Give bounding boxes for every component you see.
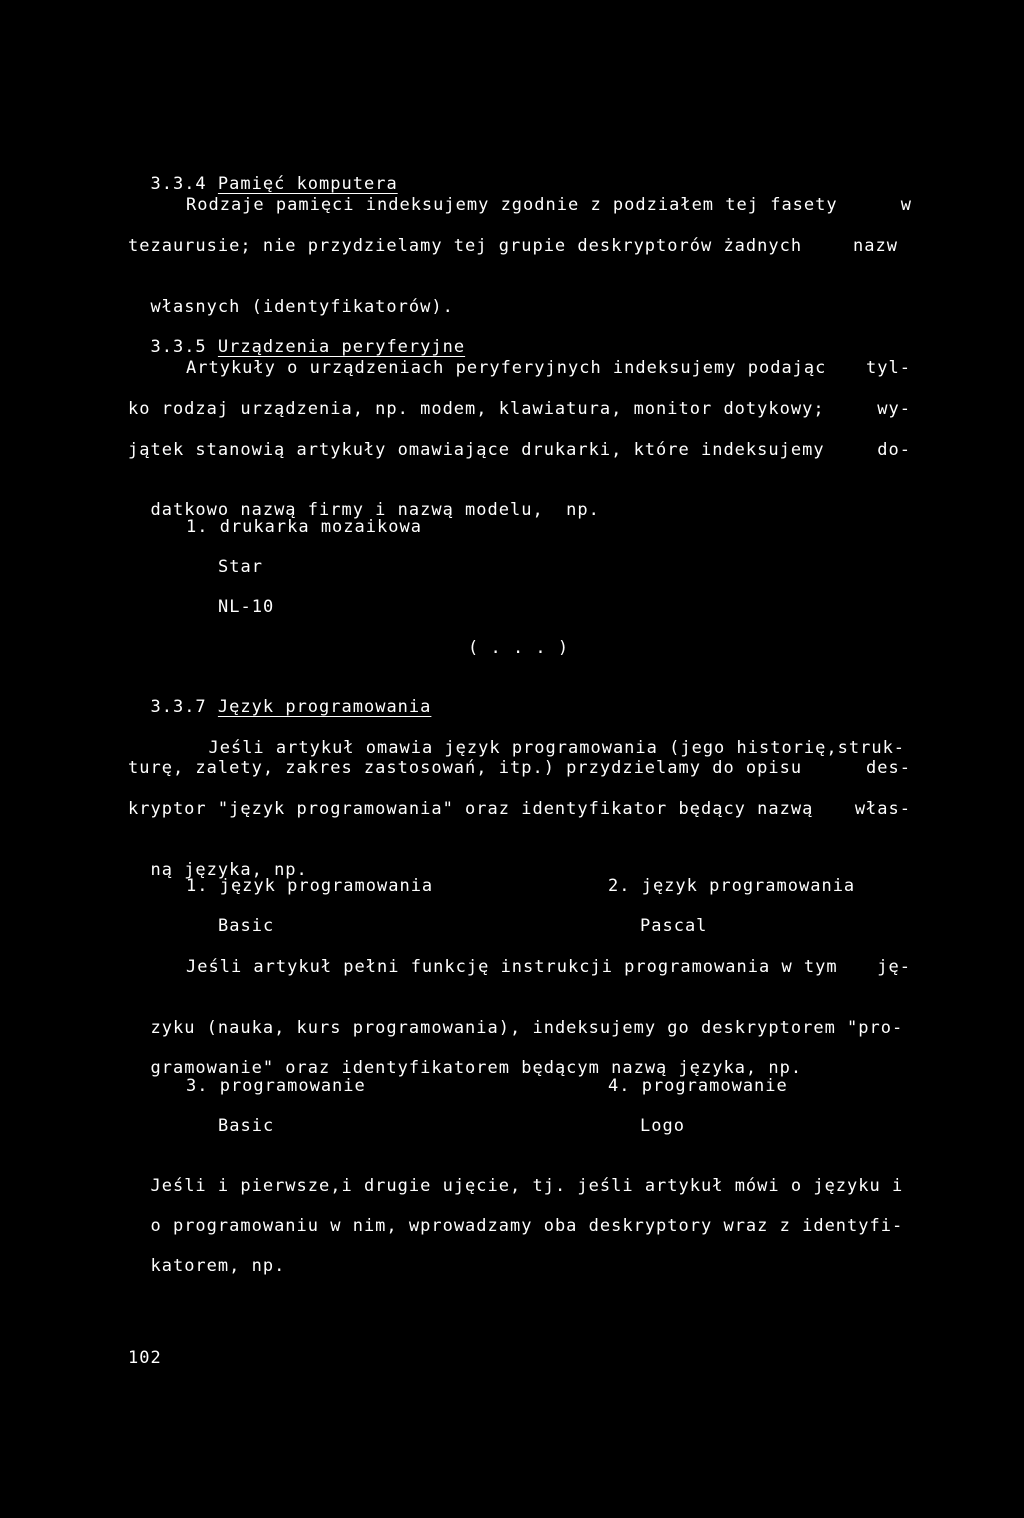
example-line: 4. programowanie (608, 1076, 788, 1096)
heading-3-3-5 (128, 317, 465, 357)
text-line: datkowo nazwą firmy i nazwą modelu, np. (150, 500, 600, 520)
page-number: 102 (128, 1348, 162, 1368)
section-number: 3.3.7 (150, 697, 207, 717)
text-line: o programowaniu w nim, wprowadzamy oba deskryptory wraz z identyfi- (150, 1216, 904, 1236)
example-line: 1. drukarka mozaikowa (186, 517, 422, 537)
text-line: Jeśli artykuł pełni funkcję instrukcji programowania w tym ję- (186, 957, 911, 977)
text-line: ną języka, np. (150, 860, 308, 880)
example-line: Pascal (640, 916, 708, 936)
text-line: tezaurusie; nie przydzielamy tej grupie deskryptorów żadnych nazw (128, 236, 898, 256)
text-line: Rodzaje pamięci indeksujemy zgodnie z podziałem tej fasety w (186, 195, 912, 215)
text-line: zyku (nauka, kurs programowania), indeksujemy go deskryptorem "pro- (150, 1018, 904, 1038)
text-line: katorem, np. (150, 1256, 286, 1276)
section-title: Urządzenia peryferyjne (217, 337, 466, 357)
example-line: Basic (218, 916, 275, 936)
section-number: 3.3.5 (150, 337, 207, 357)
heading-3-3-4 (128, 154, 398, 194)
example-line: Logo (640, 1116, 685, 1136)
example-line: Star (218, 557, 263, 577)
text-line: turę, zalety, zakres zastosowań, itp.) przydzielamy do opisu des- (128, 758, 911, 778)
text-line: kryptor "język programowania" oraz identyfikator będący nazwą włas- (128, 799, 911, 819)
ellipsis: ( . . . ) (468, 638, 570, 658)
example-line: Basic (218, 1116, 275, 1136)
heading-3-3-7 (128, 677, 431, 717)
text-line: Jeśli artykuł omawia język programowania (jego historię,struk- (208, 738, 906, 758)
text-line: własnych (identyfikatorów). (150, 297, 454, 317)
example-line: 1. język programowania (186, 876, 434, 896)
example-line: NL-10 (218, 597, 275, 617)
example-line: 2. język programowania (608, 876, 856, 896)
text-line: Artykuły o urządzeniach peryferyjnych indeksujemy podając tyl- (186, 358, 911, 378)
text-line: Jeśli i pierwsze,i drugie ujęcie, tj. jeśli artykuł mówi o języku i (150, 1176, 904, 1196)
text-line: jątek stanowią artykuły omawiające drukarki, które indeksujemy do- (128, 440, 911, 460)
text-line: ko rodzaj urządzenia, np. modem, klawiatura, monitor dotykowy; wy- (128, 399, 911, 419)
section-number: 3.3.4 (150, 174, 207, 194)
section-title: Język programowania (217, 697, 432, 717)
example-line: 3. programowanie (186, 1076, 366, 1096)
text-line: gramowanie" oraz identyfikatorem będącym nazwą języka, np. (150, 1058, 803, 1078)
section-title: Pamięć komputera (217, 174, 398, 194)
